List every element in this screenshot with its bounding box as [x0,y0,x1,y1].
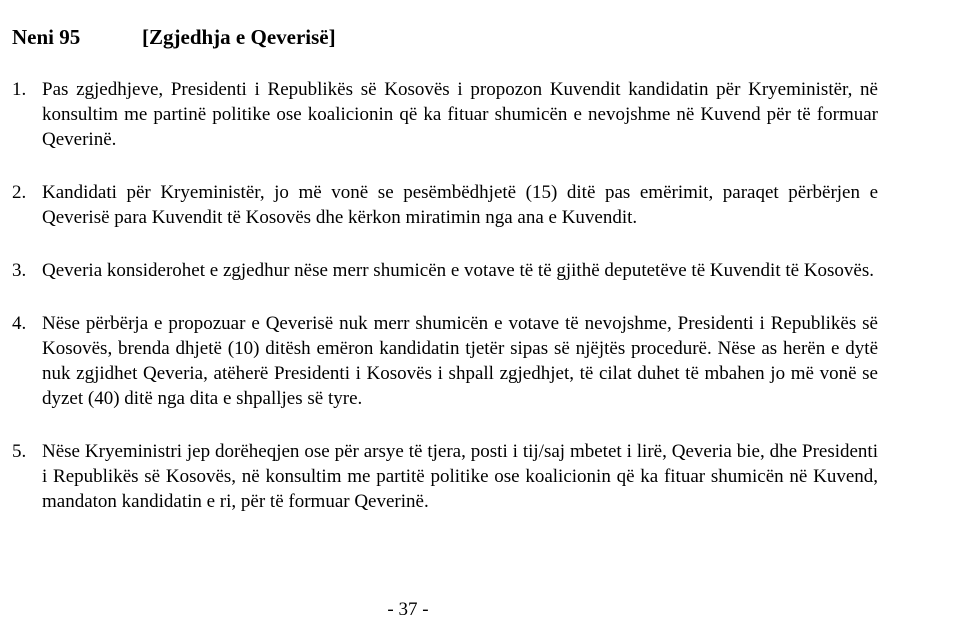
paragraph-4 [12,311,878,411]
article-number: Neni 95 [12,25,81,49]
paragraph-1-text: Pas zgjedhjeve, Presidenti i Republikës së Kosovës i propozon Kuvendit kandidatin për Kryeministër, në konsultim me partinë politike ose koalicionin që ka fituar shumicën e nevojshme në Kuvend për të formuar Qeverinë. [42,79,878,150]
page-number: - 37 - [387,599,429,620]
paragraph-3-number: 3. [12,260,27,281]
article-body [12,24,878,542]
paragraph-3 [12,258,878,283]
article-title: [Zgjedhja e Qeverisë] [142,25,336,49]
paragraph-5 [12,439,878,514]
article-heading [12,24,878,50]
paragraph-5-number: 5. [12,441,27,462]
paragraph-4-text: Nëse përbërja e propozuar e Qeverisë nuk merr shumicën e votave të nevojshme, Presidenti i Republikës së Kosovës, brenda dhjetë (10) ditësh emëron kandidatin tjetër sipas së njëjtës procedurë. Nëse as herën e dytë nuk zgjidhet Qeveria, atëherë Presidenti i Kosovës i shpall zgjedhjet, të cilat duhet të mbahen jo më vonë se dyzet (40) ditë nga dita e shpalljes së tyre. [42,313,878,409]
paragraph-2-text: Kandidati për Kryeministër, jo më vonë se pesëmbëdhjetë (15) ditë pas emërimit, paraqet përbërjen e Qeverisë para Kuvendit të Kosovës dhe kërkon miratimin nga ana e Kuvendit. [42,182,878,228]
paragraph-1 [12,77,878,152]
paragraph-5-text: Nëse Kryeministri jep dorëheqjen ose për arsye të tjera, posti i tij/saj mbetet i lirë, Qeveria bie, dhe Presidenti i Republikës së Kosovës, në konsultim me partitë politike ose koalicionin që ka fituar shumicën në Kuvend, mandaton kandidatin e ri, për të formuar Qeverinë. [42,441,878,512]
paragraph-4-number: 4. [12,313,27,334]
paragraph-2-number: 2. [12,182,27,203]
paragraph-1-number: 1. [12,79,27,100]
paragraph-2 [12,180,878,230]
paragraph-3-text: Qeveria konsiderohet e zgjedhur nëse merr shumicën e votave të të gjithë deputetëve të Kuvendit të Kosovës. [42,260,875,281]
